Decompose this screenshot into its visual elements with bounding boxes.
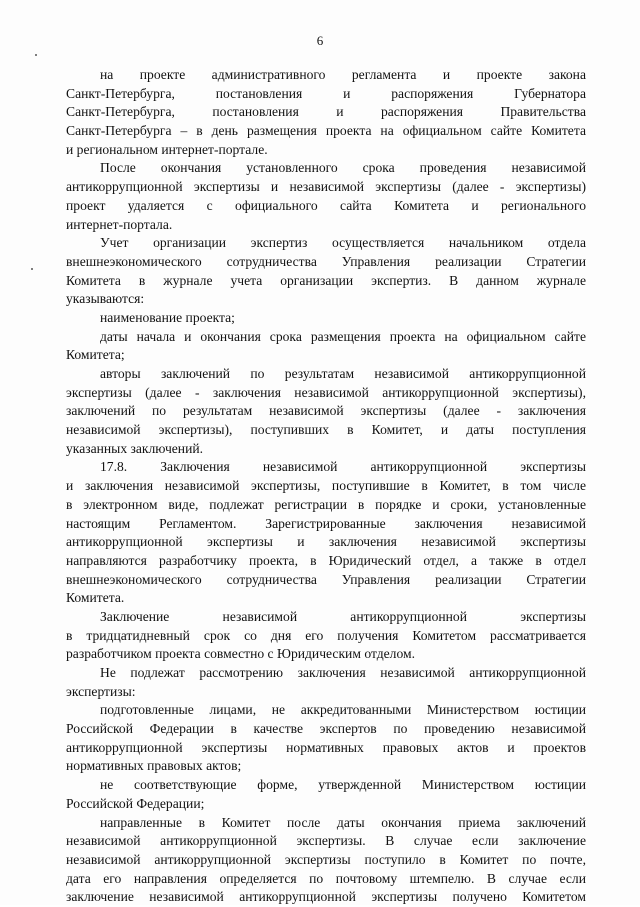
text-line: антикоррупционной экспертизы нормативных правовых актов и проектов [66, 739, 586, 755]
text-line: Российской Федерации в качестве экспертов по проведению независимой [66, 721, 586, 737]
scan-speck [31, 268, 33, 270]
text-line: 17.8. Заключения независимой антикоррупционной экспертизы [100, 459, 586, 475]
text-line: настоящим Регламентом. Зарегистрированные заключения независимой [66, 515, 586, 531]
text-line: направленные в Комитет после даты окончания приема заключений [100, 814, 586, 830]
text-line: указанных заключений. [66, 440, 204, 456]
text-line: проект удаляется с официального сайта Комитета и регионального [66, 197, 586, 213]
text-line: внешнеэкономического сотрудничества Управления реализации Стратегии [66, 253, 586, 269]
text-line: дата его направления определяется по почтовому штемпелю. В случае если [66, 870, 586, 886]
text-line: независимой антикоррупционной экспертизы поступило в Комитет по почте, [66, 851, 586, 867]
text-line: в электронном виде, подлежат регистрации в порядке и сроки, установленные [66, 496, 586, 512]
text-line: направляются разработчику проекта, в Юридический отдел, а также в отдел [66, 552, 586, 568]
text-line: Санкт-Петербурга – в день размещения проекта на официальном сайте Комитета [66, 123, 586, 139]
text-line: Заключение независимой антикоррупционной экспертизы [100, 608, 586, 624]
text-line: Комитета в журнале учета организации экспертиз. В данном журнале [66, 272, 586, 288]
text-line: не соответствующие форме, утвержденной Министерством юстиции [100, 777, 586, 793]
text-line: заключений по результатам независимой экспертизы (далее - заключения [66, 403, 586, 419]
text-line: После окончания установленного срока проведения независимой [100, 160, 586, 176]
text-line: внешнеэкономического сотрудничества Управления реализации Стратегии [66, 571, 586, 587]
text-line: заключение независимой антикоррупционной экспертизы получено Комитетом [66, 889, 586, 905]
text-line: на проекте административного регламента и проекте закона [100, 67, 586, 82]
text-line: подготовленные лицами, не аккредитованными Министерством юстиции [100, 702, 586, 718]
text-line: указываются: [66, 291, 145, 307]
text-line: даты начала и окончания срока размещения проекта на официальном сайте [100, 328, 586, 344]
text-line: нормативных правовых актов; [66, 758, 242, 774]
text-line: интернет-портала. [66, 216, 173, 232]
text-line: разработчиком проекта совместно с Юридическим отделом. [66, 646, 415, 662]
page-number: 6 [316, 33, 324, 48]
text-line: в тридцатидневный срок со дня его получения Комитетом рассматривается [66, 627, 586, 643]
text-line: авторы заключений по результатам независимой антикоррупционной [100, 366, 586, 381]
text-line: Комитета; [66, 347, 125, 363]
text-line: Российской Федерации; [66, 795, 205, 811]
text-line: Санкт-Петербурга, постановления и распоряжения Губернатора [66, 85, 586, 101]
text-line: Комитета. [66, 590, 125, 606]
scan-speck [35, 54, 37, 56]
text-line: независимой антикоррупционной экспертизы. В случае если заключение [66, 833, 586, 849]
text-line: Санкт-Петербурга, постановления и распоряжения Правительства [66, 104, 586, 120]
text-line: и заключения независимой экспертизы, поступившие в Комитет, в том числе [66, 478, 586, 494]
text-line: экспертизы (далее - заключения независимой антикоррупционной экспертизы), [66, 384, 586, 400]
text-line: антикоррупционной экспертизы и независимой экспертизы (далее - экспертизы) [66, 179, 586, 195]
text-line: наименование проекта; [100, 309, 235, 325]
text-line: Учет организации экспертиз осуществляется начальником отдела [100, 235, 586, 251]
text-line: антикоррупционной экспертизы и заключения независимой экспертизы [66, 534, 586, 550]
text-line: экспертизы: [66, 683, 136, 699]
text-line: Не подлежат рассмотрению заключения независимой антикоррупционной [100, 665, 586, 680]
document-body [66, 66, 586, 907]
text-line: независимой экспертизы), поступивших в Комитет, и даты поступления [66, 422, 586, 438]
text-line: и региональном интернет-портале. [66, 141, 268, 157]
